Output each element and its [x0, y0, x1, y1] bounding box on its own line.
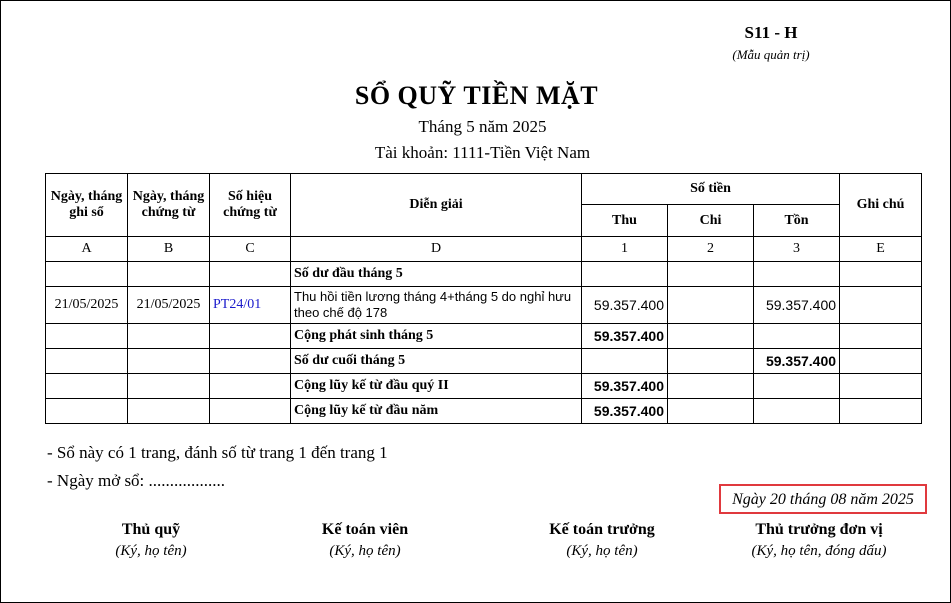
column-letter: 1: [582, 237, 668, 262]
header-ton: Tồn: [754, 205, 840, 237]
header-row: [46, 174, 922, 205]
signature-hint: (Ký, họ tên): [115, 543, 187, 559]
amount-thu: 59.357.400: [582, 374, 668, 399]
sign-date-highlight: Ngày 20 tháng 08 năm 2025: [719, 484, 927, 514]
column-letter: 3: [754, 237, 840, 262]
table-row: [46, 374, 922, 399]
open-date-note: - Ngày mở sổ: ..................: [47, 471, 226, 490]
amount-ton: 59.357.400: [754, 287, 840, 324]
header-chi: Chi: [668, 205, 754, 237]
table-row: [46, 287, 922, 324]
signature-accountant: [275, 521, 455, 560]
column-letter: E: [840, 237, 922, 262]
header-doc-date: Ngày, tháng chứng từ: [128, 174, 210, 237]
page-count-note: - Sổ này có 1 trang, đánh số từ trang 1 đến trang 1: [47, 443, 388, 462]
signature-role: Kế toán viên: [321, 521, 409, 538]
account: Tài khoản: 1111-Tiền Việt Nam: [374, 143, 591, 162]
column-letter-row: [46, 237, 922, 262]
signature-treasurer: [61, 521, 241, 560]
header-post-date: Ngày, tháng ghi sổ: [46, 174, 128, 237]
amount-thu: 59.357.400: [582, 399, 668, 424]
row-label: Số dư đầu tháng 5: [291, 262, 582, 287]
amount-ton: 59.357.400: [754, 349, 840, 374]
signature-role: Kế toán trưởng: [549, 521, 655, 538]
page-title: SỔ QUỸ TIỀN MẶT: [354, 81, 599, 110]
row-label: Cộng phát sinh tháng 5: [291, 324, 582, 349]
signature-hint: (Ký, họ tên): [566, 543, 638, 559]
header-amount: Số tiền: [582, 174, 840, 205]
signature-head-of-unit: [714, 521, 924, 560]
doc-date: 21/05/2025: [128, 287, 210, 324]
header-thu: Thu: [582, 205, 668, 237]
form-code: S11 - H: [744, 23, 798, 42]
row-label: Cộng lũy kế từ đầu năm: [291, 399, 582, 424]
row-label: Cộng lũy kế từ đầu quý II: [291, 374, 582, 399]
column-letter: A: [46, 237, 128, 262]
amount-thu: 59.357.400: [582, 287, 668, 324]
header-note: Ghi chú: [840, 174, 922, 237]
column-letter: C: [210, 237, 291, 262]
row-description: Thu hồi tiền lương tháng 4+tháng 5 do nghỉ hưu theo chế độ 178: [291, 287, 582, 324]
header-description: Diễn giải: [291, 174, 582, 237]
doc-number-link[interactable]: PT24/01: [210, 287, 291, 324]
table-row: [46, 349, 922, 374]
table-row: [46, 262, 922, 287]
column-letter: 2: [668, 237, 754, 262]
table-row: [46, 399, 922, 424]
signature-role: Thủ quỹ: [121, 521, 181, 538]
amount-thu: 59.357.400: [582, 324, 668, 349]
header-doc-no: Số hiệu chứng từ: [210, 174, 291, 237]
signature-hint: (Ký, họ tên): [329, 543, 401, 559]
row-label: Số dư cuối tháng 5: [291, 349, 582, 374]
post-date: 21/05/2025: [46, 287, 128, 324]
signature-chief-accountant: [512, 521, 692, 560]
period: Tháng 5 năm 2025: [418, 117, 547, 136]
signature-hint: (Ký, họ tên, đóng dấu): [751, 543, 887, 559]
column-letter: D: [291, 237, 582, 262]
table-row: [46, 324, 922, 349]
form-note: (Mẫu quản trị): [732, 47, 810, 62]
column-letter: B: [128, 237, 210, 262]
signature-role: Thủ trưởng đơn vị: [755, 521, 883, 538]
cash-ledger-table: [45, 173, 922, 424]
